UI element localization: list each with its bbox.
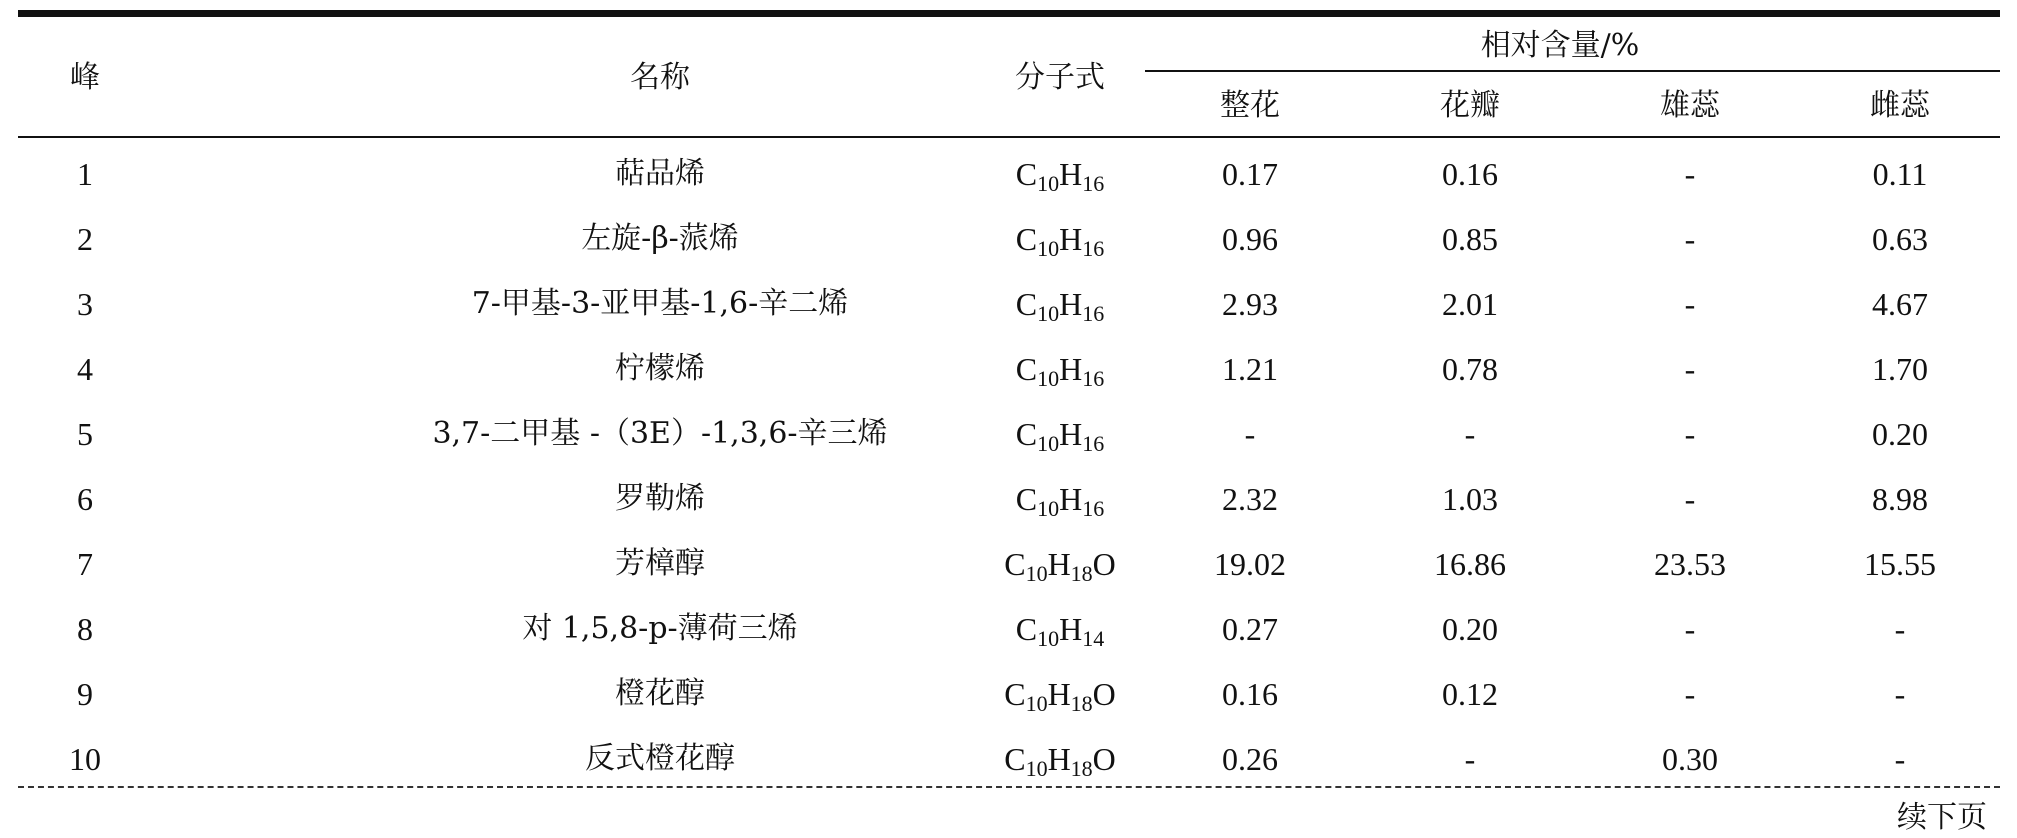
formula-subscript: 16 xyxy=(1082,236,1105,261)
cell-name: 罗勒烯 xyxy=(615,481,705,516)
cell-stamen: - xyxy=(1684,676,1696,712)
formula-subscript: 10 xyxy=(1037,236,1060,261)
formula-subscript: 10 xyxy=(1025,561,1048,586)
formula-subscript: 10 xyxy=(1025,756,1048,781)
cell-whole: 19.02 xyxy=(1214,546,1286,582)
cell-petal: 2.01 xyxy=(1442,286,1498,322)
formula-element: C xyxy=(1015,351,1038,387)
cell-pistil: 15.55 xyxy=(1864,546,1936,582)
cell-name: 对 1,5,8-p-薄荷三烯 xyxy=(522,611,798,646)
cell-whole: 2.93 xyxy=(1222,286,1278,322)
formula-subscript: 16 xyxy=(1082,171,1105,196)
formula-subscript: 18 xyxy=(1070,691,1093,716)
formula-subscript: 16 xyxy=(1082,496,1105,521)
formula-element: H xyxy=(1047,546,1071,582)
formula-element: C xyxy=(1015,481,1038,517)
cell-formula xyxy=(980,414,1140,454)
cell-name: 萜品烯 xyxy=(615,156,705,191)
table-subheader-rule xyxy=(1145,70,2000,72)
formula-element: O xyxy=(1092,546,1116,582)
cell-peak: 9 xyxy=(77,676,93,712)
formula-subscript: 14 xyxy=(1082,626,1105,651)
table-continuation-rule xyxy=(18,786,2000,788)
cell-pistil: 4.67 xyxy=(1872,286,1928,322)
formula-element: C xyxy=(1015,286,1038,322)
cell-formula xyxy=(980,349,1140,389)
cell-whole: - xyxy=(1244,416,1256,452)
cell-peak: 8 xyxy=(77,611,93,647)
header-stamen: 雄蕊 xyxy=(1660,88,1720,123)
formula-element: C xyxy=(1004,546,1026,582)
cell-whole: 0.16 xyxy=(1222,676,1278,712)
cell-stamen: - xyxy=(1684,221,1696,257)
cell-stamen: - xyxy=(1684,611,1696,647)
cell-stamen: - xyxy=(1684,416,1696,452)
cell-whole: 0.96 xyxy=(1222,221,1278,257)
cell-name: 7-甲基-3-亚甲基-1,6-辛二烯 xyxy=(471,286,849,321)
table-top-rule xyxy=(18,10,2000,17)
header-petal: 花瓣 xyxy=(1440,88,1500,123)
cell-peak: 10 xyxy=(69,741,101,777)
cell-formula xyxy=(980,284,1140,324)
cell-pistil: 0.63 xyxy=(1872,221,1928,257)
cell-petal: 1.03 xyxy=(1442,481,1498,517)
formula-element: H xyxy=(1047,741,1071,777)
cell-whole: 1.21 xyxy=(1222,351,1278,387)
cell-pistil: - xyxy=(1894,676,1906,712)
formula-element: H xyxy=(1059,156,1083,192)
formula-element: C xyxy=(1004,741,1026,777)
cell-peak: 2 xyxy=(77,221,93,257)
formula-subscript: 10 xyxy=(1037,431,1060,456)
formula-subscript: 18 xyxy=(1070,561,1093,586)
formula-element: H xyxy=(1059,416,1083,452)
formula-element: C xyxy=(1004,676,1026,712)
cell-petal: 0.16 xyxy=(1442,156,1498,192)
formula-subscript: 16 xyxy=(1082,301,1105,326)
cell-stamen: - xyxy=(1684,156,1696,192)
formula-element: H xyxy=(1047,676,1071,712)
cell-stamen: 23.53 xyxy=(1654,546,1726,582)
formula-element: C xyxy=(1015,611,1038,647)
formula-element: C xyxy=(1015,221,1038,257)
cell-stamen: 0.30 xyxy=(1662,741,1718,777)
continued-label: 续下页 xyxy=(1897,800,1987,835)
formula-subscript: 10 xyxy=(1037,496,1060,521)
cell-name: 3,7-二甲基 -（3E）-1,3,6-辛三烯 xyxy=(432,416,888,451)
cell-petal: 0.20 xyxy=(1442,611,1498,647)
table-header-rule xyxy=(18,136,2000,138)
header-name: 名称 xyxy=(630,60,690,95)
formula-element: H xyxy=(1059,286,1083,322)
cell-name: 芳樟醇 xyxy=(615,546,705,581)
cell-formula xyxy=(980,219,1140,259)
cell-formula xyxy=(980,544,1140,584)
formula-subscript: 16 xyxy=(1082,431,1105,456)
cell-formula xyxy=(980,739,1140,779)
cell-formula xyxy=(980,609,1140,649)
cell-whole: 0.26 xyxy=(1222,741,1278,777)
cell-stamen: - xyxy=(1684,481,1696,517)
cell-peak: 1 xyxy=(77,156,93,192)
formula-subscript: 18 xyxy=(1070,756,1093,781)
cell-stamen: - xyxy=(1684,286,1696,322)
cell-peak: 6 xyxy=(77,481,93,517)
cell-formula xyxy=(980,479,1140,519)
formula-element: O xyxy=(1092,741,1116,777)
cell-petal: 16.86 xyxy=(1434,546,1506,582)
cell-petal: - xyxy=(1464,416,1476,452)
cell-whole: 0.27 xyxy=(1222,611,1278,647)
formula-element: O xyxy=(1092,676,1116,712)
cell-peak: 7 xyxy=(77,546,93,582)
cell-name: 柠檬烯 xyxy=(615,351,705,386)
formula-subscript: 10 xyxy=(1037,171,1060,196)
header-formula: 分子式 xyxy=(1015,60,1105,95)
cell-name: 左旋-β-蒎烯 xyxy=(581,221,739,256)
cell-petal: - xyxy=(1464,741,1476,777)
formula-subscript: 10 xyxy=(1037,301,1060,326)
cell-whole: 2.32 xyxy=(1222,481,1278,517)
cell-formula xyxy=(980,674,1140,714)
cell-petal: 0.85 xyxy=(1442,221,1498,257)
formula-element: H xyxy=(1059,221,1083,257)
header-relative-content: 相对含量/% xyxy=(1480,28,1640,63)
cell-name: 橙花醇 xyxy=(615,676,705,711)
cell-pistil: - xyxy=(1894,741,1906,777)
cell-pistil: 0.20 xyxy=(1872,416,1928,452)
cell-whole: 0.17 xyxy=(1222,156,1278,192)
header-peak: 峰 xyxy=(70,60,100,95)
formula-subscript: 10 xyxy=(1037,626,1060,651)
header-whole-flower: 整花 xyxy=(1220,88,1280,123)
formula-subscript: 10 xyxy=(1025,691,1048,716)
cell-peak: 5 xyxy=(77,416,93,452)
cell-pistil: 0.11 xyxy=(1872,156,1928,192)
formula-element: H xyxy=(1059,351,1083,387)
formula-element: H xyxy=(1059,481,1083,517)
cell-peak: 3 xyxy=(77,286,93,322)
formula-subscript: 10 xyxy=(1037,366,1060,391)
formula-element: C xyxy=(1015,416,1038,452)
cell-pistil: 8.98 xyxy=(1872,481,1928,517)
cell-petal: 0.12 xyxy=(1442,676,1498,712)
header-pistil: 雌蕊 xyxy=(1870,88,1930,123)
formula-subscript: 16 xyxy=(1082,366,1105,391)
cell-pistil: - xyxy=(1894,611,1906,647)
cell-pistil: 1.70 xyxy=(1872,351,1928,387)
cell-peak: 4 xyxy=(77,351,93,387)
cell-name: 反式橙花醇 xyxy=(585,741,735,776)
cell-stamen: - xyxy=(1684,351,1696,387)
cell-formula xyxy=(980,154,1140,194)
formula-element: H xyxy=(1059,611,1083,647)
cell-petal: 0.78 xyxy=(1442,351,1498,387)
formula-element: C xyxy=(1015,156,1038,192)
